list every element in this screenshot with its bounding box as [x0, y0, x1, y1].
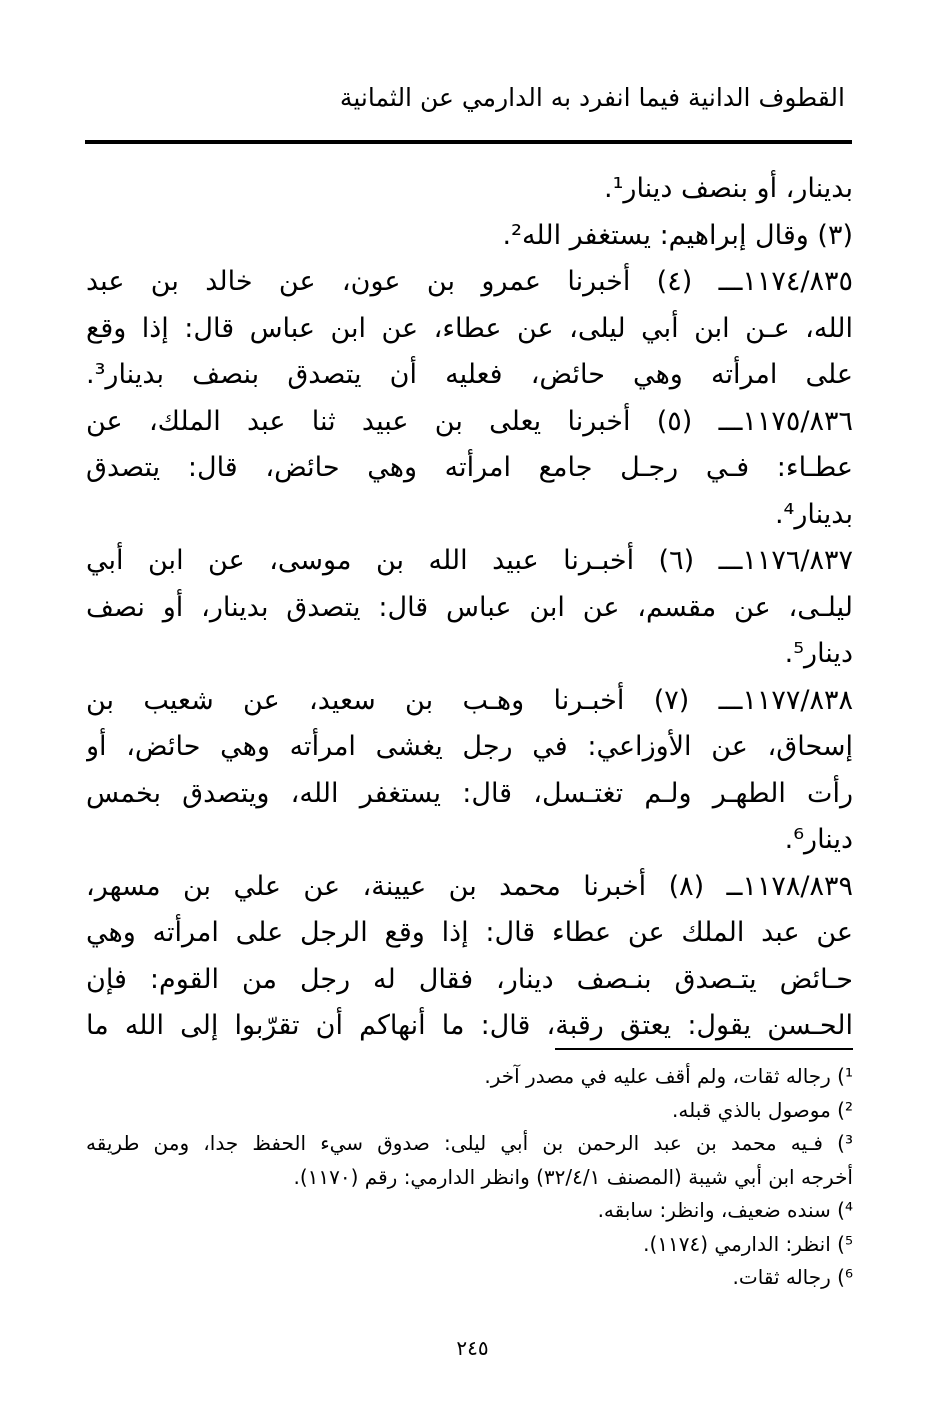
running-header [88, 78, 845, 118]
text-line: حـائض يتـصدق بنـصف دينار، فقال له رجل من القوم: فإن [86, 963, 853, 995]
footnote-line: ³) فـيه محمد بن عبد الرحمن بن أبي ليلى: صدوق سيء الحفظ جدا، ومن طريقه [86, 1131, 853, 1155]
text-line: ١١٧٤/٨٣٥ـــ (٤) أخبرنا عمرو بن عون، عن خالد بن عبد [86, 266, 853, 297]
footnote-line: ²) موصول بالذي قبله. [672, 1097, 853, 1122]
footnote-line: ⁵) انظر: الدارمي (١١٧٤). [643, 1231, 853, 1256]
text-line: عطـاء: فـي رجـل جامع امرأته وهي حائض، قال: يتصدق [86, 452, 853, 483]
text-line: دينار⁶. [784, 824, 853, 855]
text-line: ليلـى، عن مقسم، عن ابن عباس قال: يتصدق بدينار، أو نصف [86, 591, 853, 623]
text-line: دينار⁵. [784, 638, 853, 669]
footnote-line: ⁴) سنده ضعيف، وانظر: سابقه. [597, 1198, 853, 1222]
text-line: على امرأته وهي حائض، فعليه أن يتصدق بنصف بدينار³. [86, 359, 853, 390]
footnotes [86, 1060, 853, 1295]
header-title: القطوف الدانية فيما انفرد به الدارمي عن الثمانية [339, 83, 845, 112]
text-line: ١١٧٥/٨٣٦ـــ (٥) أخبرنا يعلى بن عبيد ثنا عبد الملك، عن [86, 405, 853, 437]
footnote-divider [555, 1048, 853, 1050]
footnote-line: ⁶) رجاله ثقات. [732, 1265, 853, 1289]
text-line: رأت الطهـر ولـم تغتـسل، قال: يستغفر الله، ويتصدق بخمس [86, 777, 853, 809]
text-line: عن عبد الملك عن عطاء قال: إذا وقع الرجل على امرأته وهي [86, 917, 853, 948]
text-line: ١١٧٨/٨٣٩ــ (٨) أخبرنا محمد بن عيينة، عن علي بن مسهر، [86, 870, 853, 902]
header-divider [85, 140, 852, 144]
page-number: ٢٤٥ [456, 1336, 489, 1360]
text-line: الله، عـن ابن أبي ليلى، عن عطاء، عن ابن عباس قال: إذا وقع [86, 312, 853, 344]
main-text [86, 166, 853, 1050]
footnote-line: ¹) رجاله ثقات، ولم أقف عليه في مصدر آخر. [484, 1064, 853, 1088]
text-line: بدينار⁴. [774, 498, 853, 530]
text-line: إسحاق، عن الأوزاعي: في رجل يغشى امرأته وهي حائض، أو [86, 731, 853, 762]
text-line: بدينار، أو بنصف دينار¹. [603, 173, 853, 204]
text-line: ١١٧٦/٨٣٧ـــ (٦) أخبـرنا عبيد الله بن موسى، عن ابن أبي [86, 545, 853, 576]
text-line: ١١٧٧/٨٣٨ـــ (٧) أخبـرنا وهـب بن سعيد، عن شعيب بن [86, 684, 853, 716]
footnote-line: أخرجه ابن أبي شيبة (المصنف ٣٢/٤/١) وانظر الدارمي: رقم (١١٧٠). [293, 1164, 853, 1189]
text-line: (٣) وقال إبراهيم: يستغفر الله². [502, 219, 853, 251]
text-line: الحـسن يقول: يعتق رقبة، قال: ما أنهاكم أن تقرّبوا إلى الله ما [86, 1010, 853, 1041]
